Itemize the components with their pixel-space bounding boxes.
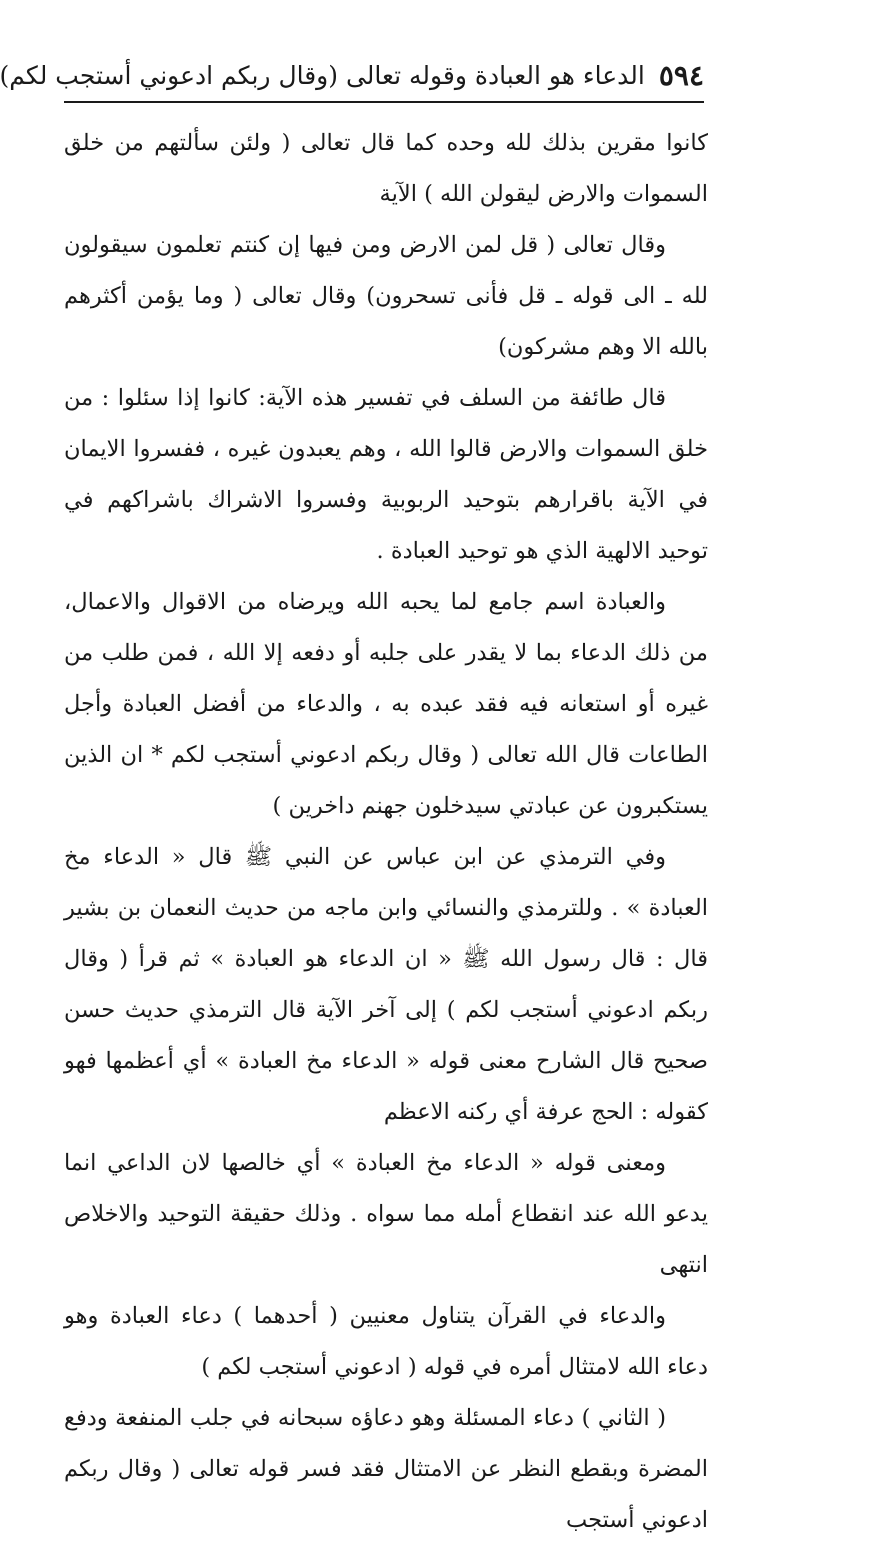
- paragraph: كانوا مقرين بذلك لله وحده كما قال تعالى ( ولئن سألتهم من خلق السموات والارض ليقولن الله ) الآية: [64, 130, 708, 207]
- paragraph: وفي الترمذي عن ابن عباس عن النبي ﷺ قال « الدعاء مخ العبادة » . وللترمذي والنسائي وابن ماجه من حديث النعمان بن بشير قال : قال رسول الله ﷺ « ان الدعاء هو العبادة » ثم قرأ ( وقال ربكم ادعوني أستجب لكم ) إلى آخر الآية قال الترمذي حديث حسن صحيح قال الشارح معنى قوله « الدعاء مخ العبادة » أي أعظمها فهو كقوله : الحج عرفة أي ركنه الاعظم: [64, 844, 708, 1125]
- page-number: ٥٩٤: [658, 58, 704, 92]
- page-header: [0, 52, 704, 98]
- paragraph: ( الثاني ) دعاء المسئلة وهو دعاؤه سبحانه في جلب المنفعة ودفع المضرة وبقطع النظر عن الامتثال فقد فسر قوله تعالى ( وقال ربكم ادعوني أستجب: [64, 1405, 708, 1533]
- paragraph: ومعنى قوله « الدعاء مخ العبادة » أي خالصها لان الداعي انما يدعو الله عند انقطاع أمله مما سواه . وذلك حقيقة التوحيد والاخلاص انتهى: [64, 1150, 708, 1278]
- body-text: [64, 118, 708, 1533]
- running-title: الدعاء هو العبادة وقوله تعالى (وقال ربكم ادعوني أستجب لكم): [0, 60, 645, 90]
- paragraph: قال طائفة من السلف في تفسير هذه الآية: كانوا إذا سئلوا : من خلق السموات والارض قالوا الله ، وهم يعبدون غيره ، ففسروا الايمان في الآية باقرارهم بتوحيد الربوبية وفسروا الاشراك باشراكهم في توحيد الالهية الذي هو توحيد العبادة .: [64, 385, 708, 564]
- paragraph: والعبادة اسم جامع لما يحبه الله ويرضاه من الاقوال والاعمال، من ذلك الدعاء بما لا يقدر على جلبه أو دفعه إلا الله ، فمن طلب من غيره أو استعانه فيه فقد عبده به ، والدعاء من أفضل العبادة وأجل الطاعات قال الله تعالى ( وقال ربكم ادعوني أستجب لكم * ان الذين يستكبرون عن عبادتي سيدخلون جهنم داخرين ): [64, 589, 708, 819]
- paragraph: والدعاء في القرآن يتناول معنيين ( أحدهما ) دعاء العبادة وهو دعاء الله لامتثال أمره في قوله ( ادعوني أستجب لكم ): [64, 1303, 708, 1380]
- header-rule: [64, 101, 704, 103]
- paragraph: وقال تعالى ( قل لمن الارض ومن فيها إن كنتم تعلمون سيقولون لله ـ الى قوله ـ قل فأنى تسحرون) وقال تعالى ( وما يؤمن أكثرهم بالله الا وهم مشركون): [64, 232, 708, 360]
